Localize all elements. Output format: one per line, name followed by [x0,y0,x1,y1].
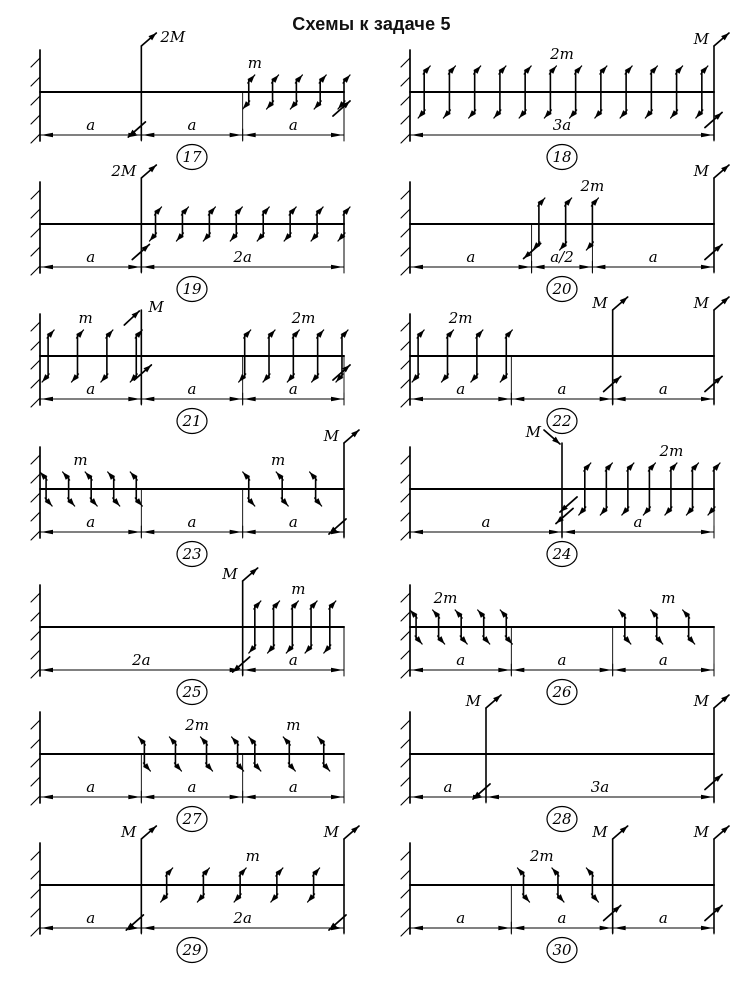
scheme-number-badge [177,409,207,434]
dimension-line [40,116,344,141]
concentrated-moment [124,298,164,404]
load-label: m [247,54,262,72]
scheme-number-badge [547,542,577,567]
scheme-number: 22 [552,412,572,430]
wall-support [31,314,40,407]
wall-support [31,585,40,678]
load-label: 2m [580,177,605,195]
dimension-line [40,380,344,405]
concentrated-moment [110,162,156,272]
scheme-29 [22,823,362,966]
dimension-label: a [456,380,466,398]
dimension-label: a [466,248,476,266]
distributed-moment-load [249,580,336,653]
load-label: 2m [550,45,574,63]
dimension-line [40,248,344,273]
load-label: m [73,451,88,469]
scheme-27 [22,702,362,835]
moment-label: M [148,298,164,316]
wall-support [401,712,410,805]
distributed-moment-load [533,177,604,250]
scheme-number-badge [547,807,577,832]
distributed-moment-load [410,589,512,644]
moment-tip-arrow-icon [556,509,573,524]
scheme-25 [22,565,362,708]
dimension-label: 2a [233,248,252,266]
dimension-label: a [288,380,298,398]
dimension-label: a [86,248,96,266]
scheme-23 [22,427,362,570]
load-label: 2m [659,442,684,460]
scheme-number-badge [177,807,207,832]
dimension-line [40,909,344,934]
scheme-number-badge [177,938,207,963]
scheme-18 [392,30,732,173]
dimension-label: a [288,778,298,796]
load-label: 2m [448,309,473,327]
scheme-number: 29 [182,941,202,959]
moment-label: M [693,162,709,180]
dimension-label: a [557,651,567,669]
moment-label: M [323,823,339,841]
scheme-number: 30 [552,941,572,959]
dimension-label: a [633,513,643,531]
moment-label: M [693,294,709,312]
moment-label: M [693,692,709,710]
dimension-line [410,651,714,676]
dimension-label: a [658,380,668,398]
concentrated-moment [221,565,257,675]
moment-label: M [592,823,608,841]
concentrated-moment [323,823,359,933]
dimension-label: a [187,513,197,531]
distributed-moment-load [418,45,708,118]
dimension-label: 3a [552,116,572,134]
distributed-moment-load [42,309,142,382]
dimension-label: a [288,116,298,134]
dimension-label: a [557,380,567,398]
moment-label: M [525,423,541,441]
scheme-number: 25 [182,683,202,701]
distributed-moment-load [412,309,512,382]
scheme-number: 18 [552,148,572,166]
dimension-line [410,380,714,405]
dimension-label: a [658,651,668,669]
moment-label: M [222,565,238,583]
dimension-line [40,513,344,538]
load-label: 2m [433,589,458,607]
scheme-number-badge [547,145,577,170]
load-label: m [291,580,306,598]
scheme-number: 20 [552,280,572,298]
distributed-moment-load [243,54,350,109]
dimension-label: a [456,651,466,669]
concentrated-moment [525,423,562,537]
wall-support [31,843,40,936]
concentrated-moment [141,28,186,140]
scheme-19 [22,162,362,305]
load-label: m [661,589,676,607]
dimension-label: a [288,651,298,669]
dimension-label: 2a [233,909,252,927]
dimension-line [410,116,714,141]
scheme-number: 19 [182,280,202,298]
moment-label: 2M [111,162,137,180]
moment-label: M [693,30,709,48]
dimension-label: a [658,909,668,927]
page-title: Схемы к задаче 5 [292,14,451,34]
concentrated-moment [323,427,359,537]
distributed-moment-load [517,847,598,902]
moment-label: M [465,692,481,710]
dimension-label: a [86,513,96,531]
scheme-22 [392,294,732,437]
dimension-line [410,248,714,273]
load-label: m [78,309,93,327]
wall-support [401,447,410,540]
load-label: 2m [291,309,316,327]
scheme-number: 26 [552,683,572,701]
concentrated-moment [120,823,156,933]
scheme-number: 17 [182,148,202,166]
load-label: m [271,451,286,469]
dimension-line [40,651,344,676]
wall-support [401,585,410,678]
dimension-line [410,909,714,934]
dimension-label: a [288,513,298,531]
dimension-label: a [187,116,197,134]
moment-label: M [693,823,709,841]
wall-support [401,314,410,407]
scheme-number: 23 [182,545,202,563]
dimension-line [40,778,344,803]
moment-tip-arrow-icon [524,244,541,259]
scheme-number-badge [177,542,207,567]
load-label: m [286,716,301,734]
dimension-label: a [86,778,96,796]
wall-support [31,447,40,540]
distributed-moment-load [619,589,695,644]
dimension-label: a [86,380,96,398]
dimension-label: a [86,116,96,134]
wall-support [31,712,40,805]
wall-support [31,182,40,275]
moment-label: 2M [160,28,186,46]
distributed-moment-load [138,716,243,771]
dimension-label: a/2 [550,248,574,266]
distributed-moment-load [579,442,720,515]
scheme-21 [22,298,362,437]
distributed-moment-load [239,309,348,382]
moment-label: M [323,427,339,445]
scheme-26 [392,575,732,708]
distributed-moment-load [243,451,322,506]
scheme-number-badge [547,938,577,963]
scheme-number-badge [547,680,577,705]
distributed-moment-load [249,716,330,771]
scheme-24 [392,423,732,570]
dimension-label: a [86,909,96,927]
dimension-label: a [443,778,453,796]
concentrated-moment [465,692,501,802]
scheme-17 [22,28,362,173]
wall-support [401,50,410,143]
scheme-30 [392,823,732,966]
scheme-number: 21 [182,412,202,430]
wall-support [31,50,40,143]
dimension-label: a [481,513,491,531]
dimension-label: a [557,909,567,927]
moment-label: M [592,294,608,312]
load-label: 2m [185,716,209,734]
distributed-moment-load [161,847,320,902]
dimension-label: a [456,909,466,927]
dimension-label: a [648,248,658,266]
moment-label: M [120,823,137,841]
wall-support [401,843,410,936]
load-label: m [245,847,260,865]
wall-support [401,182,410,275]
scheme-number-badge [177,145,207,170]
scheme-number-badge [547,409,577,434]
dimension-label: a [187,380,197,398]
scheme-number-badge [547,277,577,302]
dimension-label: 2a [132,651,151,669]
dimension-line [410,778,714,803]
distributed-moment-load [40,451,142,506]
dimension-label: 3a [590,778,610,796]
scheme-number-badge [177,277,207,302]
scheme-20 [392,162,732,305]
scheme-number: 24 [552,545,572,563]
load-label: 2m [529,847,554,865]
scheme-number: 28 [552,810,572,828]
scheme-number-badge [177,680,207,705]
dimension-label: a [187,778,197,796]
scheme-number: 27 [182,810,202,828]
